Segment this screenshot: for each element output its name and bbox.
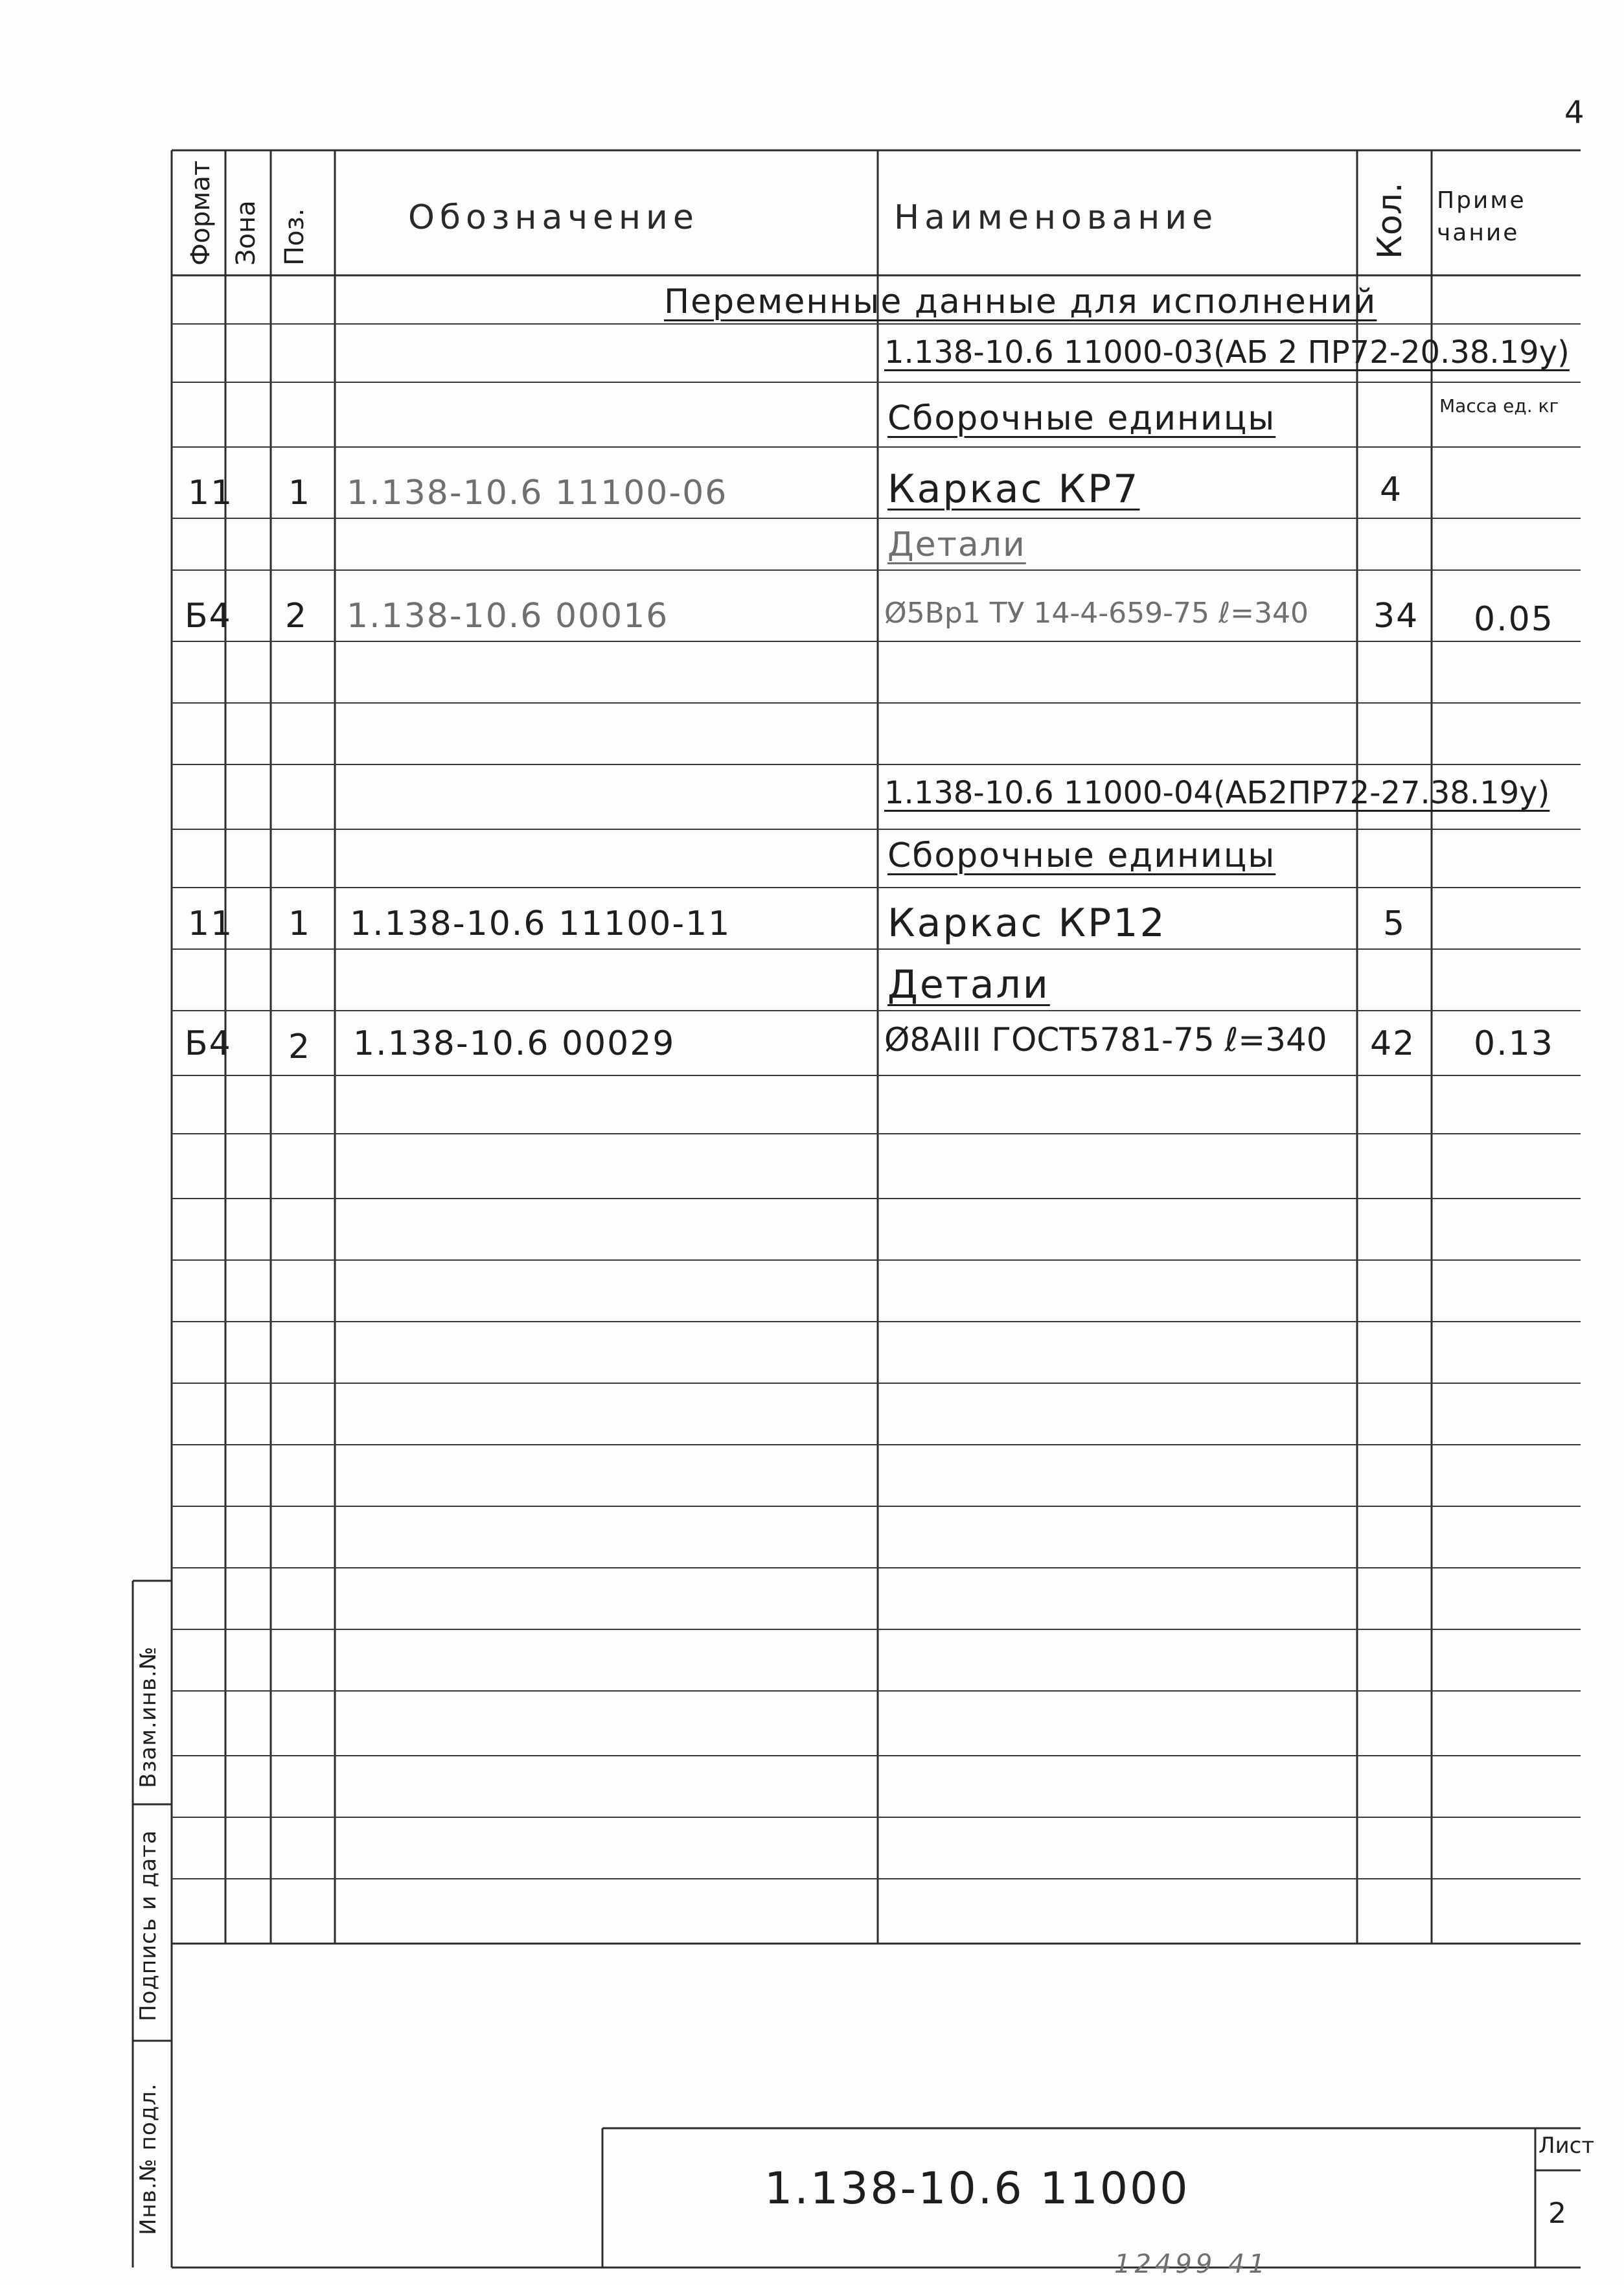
row-qty: 34 bbox=[1373, 597, 1419, 636]
row-format: 11 bbox=[188, 474, 234, 512]
stamp-sheet-value: 2 bbox=[1548, 2197, 1566, 2230]
inv-original-label: Инв.№ подл. bbox=[135, 2083, 161, 2235]
stamp-code: 1.138-10.6 11000 bbox=[764, 2163, 1190, 2214]
variant-04-title: 1.138-10.6 11000-04(АБ2ПР72-27.38.19у) bbox=[884, 775, 1550, 811]
header-zone: Зона bbox=[231, 200, 261, 266]
row-format: 11 bbox=[188, 904, 234, 943]
row-pos: 2 bbox=[288, 1028, 312, 1066]
row-name: Ø8АIII ГОСТ5781-75 ℓ=340 bbox=[884, 1021, 1327, 1059]
section-title: Переменные данные для исполнений bbox=[664, 282, 1377, 321]
footer-mark: 12499 41 bbox=[1114, 2249, 1269, 2279]
row-format: Б4 bbox=[185, 597, 232, 636]
header-format: Формат bbox=[186, 160, 216, 266]
header-qty: Кол. bbox=[1371, 182, 1410, 259]
row-pos: 2 bbox=[285, 597, 308, 636]
row-designation: 1.138-10.6 00016 bbox=[347, 597, 669, 636]
row-name: Каркас КР12 bbox=[887, 901, 1167, 946]
row-pos: 1 bbox=[288, 474, 312, 512]
row-name: Каркас КР7 bbox=[887, 466, 1140, 512]
variant-03-title: 1.138-10.6 11000-03(АБ 2 ПР72-20.38.19у) bbox=[884, 334, 1570, 371]
sheet-number: 4 bbox=[1564, 95, 1584, 131]
assembly-units-heading: Сборочные единицы bbox=[887, 836, 1276, 875]
header-designation: Обозначение bbox=[408, 198, 699, 237]
row-qty: 42 bbox=[1370, 1024, 1416, 1063]
instead-inv-label: Взам.инв.№ bbox=[135, 1646, 161, 1788]
row-note: 0.13 bbox=[1474, 1024, 1554, 1063]
row-name: Ø5Вр1 ТУ 14-4-659-75 ℓ=340 bbox=[884, 597, 1309, 630]
assembly-units-heading: Сборочные единицы bbox=[887, 399, 1276, 438]
row-format: Б4 bbox=[185, 1024, 232, 1063]
details-heading: Детали bbox=[887, 962, 1050, 1007]
mass-unit-note: Масса ед. кг bbox=[1439, 395, 1559, 417]
header-note: Приме чание bbox=[1437, 187, 1526, 247]
row-note: 0.05 bbox=[1474, 600, 1554, 639]
details-heading: Детали bbox=[887, 525, 1026, 564]
row-designation: 1.138-10.6 00029 bbox=[353, 1024, 676, 1063]
stamp-sheet-label: Лист bbox=[1538, 2133, 1595, 2159]
row-qty: 5 bbox=[1383, 904, 1406, 943]
row-qty: 4 bbox=[1380, 470, 1403, 509]
header-pos: Поз. bbox=[280, 208, 310, 266]
row-designation: 1.138-10.6 11100-06 bbox=[347, 474, 728, 512]
header-name: Наименование bbox=[894, 198, 1218, 237]
sign-date-label: Подпись и дата bbox=[135, 1830, 161, 2021]
row-pos: 1 bbox=[288, 904, 312, 943]
row-designation: 1.138-10.6 11100-11 bbox=[350, 904, 731, 943]
